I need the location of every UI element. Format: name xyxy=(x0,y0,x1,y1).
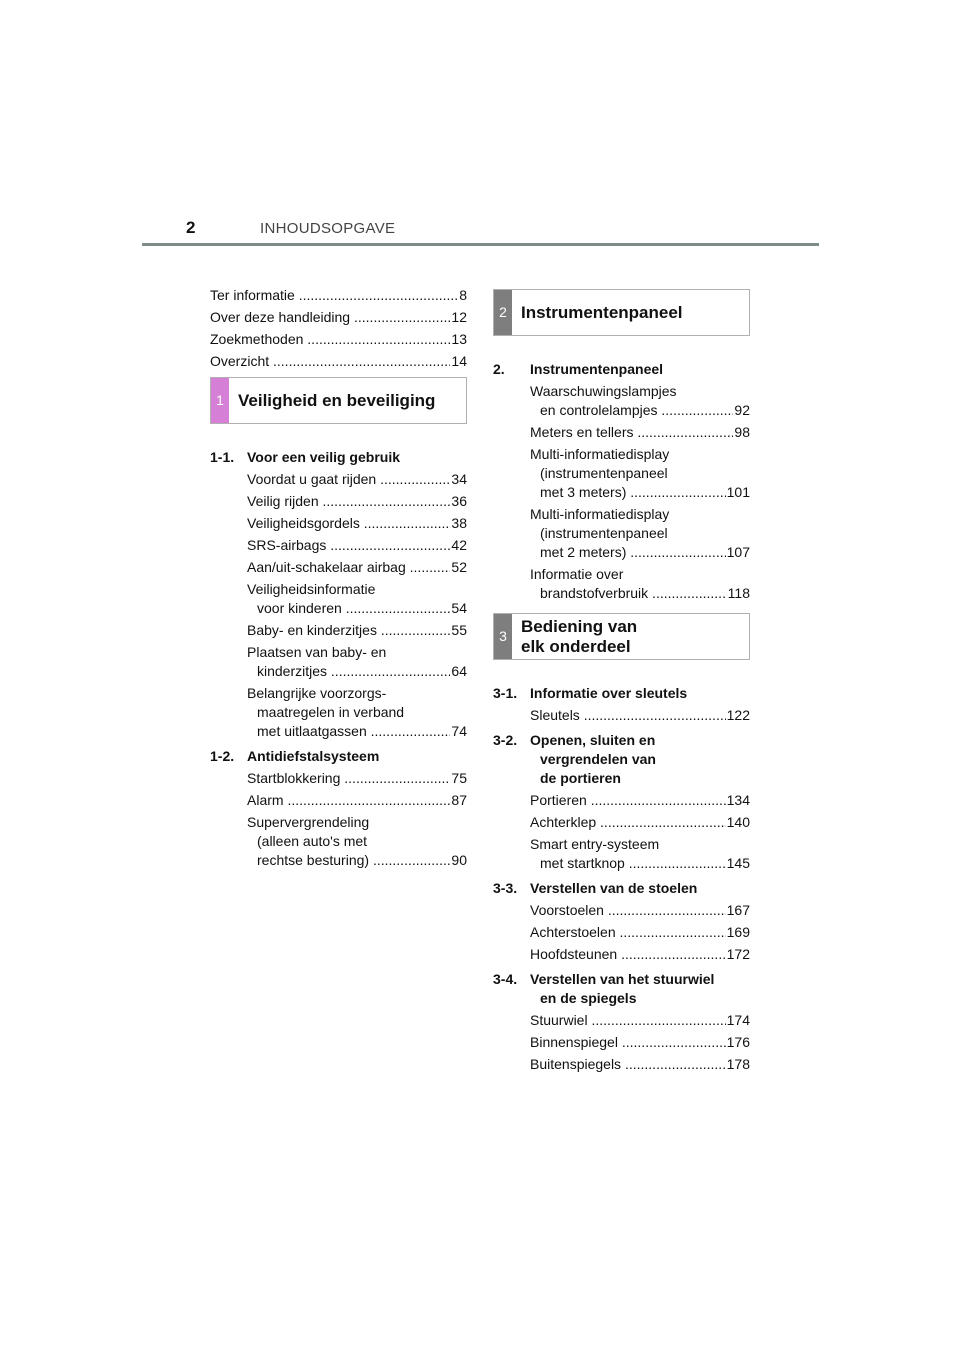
toc-entry-label: (instrumentenpaneel xyxy=(540,525,668,541)
toc-entry[interactable] xyxy=(247,492,467,511)
subsection-title-line: de portieren xyxy=(540,770,621,786)
section-tab: 2 xyxy=(494,290,512,335)
subsection-items xyxy=(493,901,750,964)
toc-entry-page: 107 xyxy=(726,544,750,560)
section-header-2[interactable] xyxy=(493,289,750,336)
toc-entry-label: brandstofverbruik ..... xyxy=(540,584,727,603)
toc-entry-page: 36 xyxy=(451,493,467,509)
toc-entry[interactable] xyxy=(247,621,467,640)
toc-entry[interactable] xyxy=(247,470,467,489)
toc-entry[interactable] xyxy=(530,945,750,964)
toc-entry-lastline xyxy=(530,854,750,873)
section-tab: 3 xyxy=(494,614,512,659)
section-title xyxy=(521,303,683,323)
subsection-title-line: Verstellen van het stuurwiel xyxy=(530,971,715,987)
subsection-title-line: Antidiefstalsysteem xyxy=(247,748,380,764)
toc-entry-label: Stuurwiel ..... xyxy=(530,1011,726,1030)
toc-entry-label: Hoofdsteunen ..... xyxy=(530,945,726,964)
toc-entry[interactable] xyxy=(247,769,467,788)
toc-entry-label: Buitenspiegels ..... xyxy=(530,1055,726,1074)
subsection-heading[interactable] xyxy=(210,747,467,766)
subsection-heading[interactable] xyxy=(493,879,750,898)
subsection-number: 3-2. xyxy=(493,732,518,748)
toc-entry-lastline xyxy=(530,483,750,502)
toc-entry-label: Smart entry-systeem xyxy=(530,836,660,852)
section-header-3[interactable] xyxy=(493,613,750,660)
subsection-heading[interactable] xyxy=(493,360,750,379)
subsection-title xyxy=(247,747,467,766)
subsection-title xyxy=(530,360,750,379)
toc-entry-page: 145 xyxy=(726,855,750,871)
toc-entry[interactable] xyxy=(530,706,750,725)
toc-entry[interactable] xyxy=(530,813,750,832)
subsection-items xyxy=(493,1011,750,1074)
toc-entry[interactable] xyxy=(530,565,750,603)
subsection-number: 3-3. xyxy=(493,880,518,896)
toc-entry-page: 8 xyxy=(459,287,467,303)
toc-entry-lastline xyxy=(247,662,467,681)
subsection-number: 3-4. xyxy=(493,971,518,987)
toc-entry-label: (alleen auto's met xyxy=(257,833,368,849)
toc-entry-label: Alarm ..... xyxy=(247,791,450,810)
toc-entry-label: Achterstoelen ..... xyxy=(530,923,726,942)
toc-entry-page: 98 xyxy=(734,424,750,440)
toc-entry-lastline xyxy=(530,401,750,420)
toc-entry-label: Zoekmethoden ..... xyxy=(210,330,450,349)
toc-entry-page: 140 xyxy=(726,814,750,830)
subsection-heading[interactable] xyxy=(493,731,750,788)
toc-entry-label: Achterklep ..... xyxy=(530,813,726,832)
subsection-number: 3-1. xyxy=(493,685,518,701)
toc-entry-label: Informatie over xyxy=(530,566,624,582)
subsection-heading[interactable] xyxy=(493,970,750,1008)
toc-entry-page: 12 xyxy=(451,309,467,325)
subsection-number: 2. xyxy=(493,361,505,377)
toc-entry-label: Waarschuwingslampjes xyxy=(530,383,677,399)
toc-entry[interactable] xyxy=(530,505,750,562)
toc-entry-page: 122 xyxy=(726,707,750,723)
toc-entry[interactable] xyxy=(530,835,750,873)
toc-entry-label: Veilig rijden ..... xyxy=(247,492,450,511)
subsection-heading[interactable] xyxy=(210,448,467,467)
toc-entry-label: Aan/uit-schakelaar airbag ..... xyxy=(247,558,450,577)
toc-entry-label: Binnenspiegel ..... xyxy=(530,1033,726,1052)
subsection-title xyxy=(530,879,750,898)
toc-entry-page: 172 xyxy=(726,946,750,962)
toc-entry-page: 64 xyxy=(451,663,467,679)
subsection-items xyxy=(210,769,467,870)
toc-entry-label: met startknop ..... xyxy=(540,854,726,873)
toc-column-left xyxy=(210,286,467,876)
toc-entry[interactable] xyxy=(210,330,467,349)
section-title-line: Instrumentenpaneel xyxy=(521,302,683,322)
subsection-number: 1-1. xyxy=(210,449,235,465)
toc-entry-page: 52 xyxy=(451,559,467,575)
toc-entry-label: rechtse besturing) ..... xyxy=(257,851,450,870)
subsection-title-line: Instrumentenpaneel xyxy=(530,361,664,377)
toc-entry[interactable] xyxy=(210,286,467,305)
intro-entries xyxy=(210,286,467,371)
toc-entry[interactable] xyxy=(530,382,750,420)
toc-entry-page: 92 xyxy=(734,402,750,418)
toc-entry-page: 14 xyxy=(451,353,467,369)
toc-entry-page: 178 xyxy=(726,1056,750,1072)
subsection-heading[interactable] xyxy=(493,684,750,703)
header-rule xyxy=(142,243,819,246)
section-title-line: elk onderdeel xyxy=(521,636,631,656)
toc-entry[interactable] xyxy=(530,423,750,442)
subsection-title-line: Openen, sluiten en xyxy=(530,732,656,748)
toc-entry-label: Sleutels ..... xyxy=(530,706,726,725)
subsection-title-line: Verstellen van de stoelen xyxy=(530,880,698,896)
section-header-1[interactable] xyxy=(210,377,467,424)
subsection-title xyxy=(530,684,750,703)
toc-entry-page: 101 xyxy=(726,484,750,500)
toc-entry-label: kinderzitjes ..... xyxy=(257,662,450,681)
subsection-title xyxy=(530,731,750,788)
toc-entry-label: Multi-informatiedisplay xyxy=(530,506,670,522)
toc-entry-label: Supervergrendeling xyxy=(247,814,370,830)
toc-entry-page: 169 xyxy=(726,924,750,940)
toc-entry-label: Multi-informatiedisplay xyxy=(530,446,670,462)
toc-entry-page: 90 xyxy=(451,852,467,868)
toc-column-right xyxy=(493,289,750,1080)
subsection-title xyxy=(247,448,467,467)
toc-entry-page: 134 xyxy=(726,792,750,808)
toc-entry-label: Plaatsen van baby- en xyxy=(247,644,387,660)
toc-entry[interactable] xyxy=(530,791,750,810)
toc-entry-page: 55 xyxy=(451,622,467,638)
toc-entry-label: Voorstoelen ..... xyxy=(530,901,726,920)
toc-entry[interactable] xyxy=(247,791,467,810)
section-title-line: Bediening van xyxy=(521,616,638,636)
toc-entry-label: Over deze handleiding ..... xyxy=(210,308,450,327)
section-tab: 1 xyxy=(211,378,229,423)
subsection-title xyxy=(530,970,750,1008)
toc-entry-label: Voordat u gaat rijden ..... xyxy=(247,470,450,489)
toc-entry[interactable] xyxy=(247,536,467,555)
subsection-items xyxy=(493,382,750,603)
toc-entry-page: 176 xyxy=(726,1034,750,1050)
toc-entry[interactable] xyxy=(247,558,467,577)
toc-entry-page: 118 xyxy=(727,585,750,601)
toc-entry[interactable] xyxy=(530,1033,750,1052)
toc-entry-label: Meters en tellers ..... xyxy=(530,423,733,442)
toc-entry[interactable] xyxy=(530,901,750,920)
toc-entry-lastline xyxy=(247,851,467,870)
toc-entry-label: Ter informatie ..... xyxy=(210,286,458,305)
toc-entry-page: 167 xyxy=(726,902,750,918)
toc-entry-lastline xyxy=(247,722,467,741)
toc-entry-label: met 3 meters) ..... xyxy=(540,483,726,502)
subsection-number: 1-2. xyxy=(210,748,235,764)
toc-entry[interactable] xyxy=(247,684,467,741)
toc-entry-lastline xyxy=(247,599,467,618)
toc-entry-page: 75 xyxy=(451,770,467,786)
toc-entry[interactable] xyxy=(247,514,467,533)
toc-entry-lastline xyxy=(530,584,750,603)
toc-entry-page: 34 xyxy=(451,471,467,487)
toc-entry-label: Belangrijke voorzorgs- xyxy=(247,685,387,701)
section-title xyxy=(521,617,637,657)
subsection-title-line: vergrendelen van xyxy=(540,751,656,767)
toc-entry-label: met 2 meters) ..... xyxy=(540,543,726,562)
toc-entry-page: 42 xyxy=(451,537,467,553)
toc-entry-label: Baby- en kinderzitjes ..... xyxy=(247,621,450,640)
subsection-title-line: en de spiegels xyxy=(540,990,637,1006)
subsection-title-line: Informatie over sleutels xyxy=(530,685,688,701)
toc-entry[interactable] xyxy=(247,643,467,681)
toc-entry-label: Portieren ..... xyxy=(530,791,726,810)
toc-entry-label: Veiligheidsinformatie xyxy=(247,581,376,597)
toc-entry[interactable] xyxy=(247,580,467,618)
toc-entry-label: Startblokkering ..... xyxy=(247,769,450,788)
toc-entry-page: 54 xyxy=(451,600,467,616)
page-number: 2 xyxy=(186,218,196,237)
toc-entry[interactable] xyxy=(530,1011,750,1030)
toc-entry-page: 13 xyxy=(451,331,467,347)
section-title xyxy=(238,391,435,411)
toc-entry-page: 87 xyxy=(451,792,467,808)
toc-entry-page: 174 xyxy=(726,1012,750,1028)
toc-entry-label: voor kinderen ..... xyxy=(257,599,450,618)
toc-entry-lastline xyxy=(530,543,750,562)
subsection-items xyxy=(493,706,750,725)
toc-entry-page: 38 xyxy=(451,515,467,531)
page-title: INHOUDSOPGAVE xyxy=(260,220,396,237)
toc-entry-label: Overzicht ..... xyxy=(210,352,450,371)
subsection-title-line: Voor een veilig gebruik xyxy=(247,449,401,465)
toc-entry[interactable] xyxy=(210,308,467,327)
toc-entry-label: en controlelampjes ..... xyxy=(540,401,733,420)
toc-entry-label: met uitlaatgassen ..... xyxy=(257,722,450,741)
toc-entry-label: maatregelen in verband xyxy=(257,704,405,720)
toc-entry[interactable] xyxy=(530,1055,750,1074)
subsection-items xyxy=(493,791,750,873)
toc-entry-label: (instrumentenpaneel xyxy=(540,465,668,481)
toc-entry[interactable] xyxy=(247,813,467,870)
toc-entry[interactable] xyxy=(210,352,467,371)
toc-entry[interactable] xyxy=(530,923,750,942)
toc-entry[interactable] xyxy=(530,445,750,502)
section-title-line: Veiligheid en beveiliging xyxy=(238,390,436,410)
toc-entry-label: SRS-airbags ..... xyxy=(247,536,450,555)
toc-entry-label: Veiligheidsgordels ..... xyxy=(247,514,450,533)
subsection-items xyxy=(210,470,467,741)
toc-entry-page: 74 xyxy=(451,723,467,739)
